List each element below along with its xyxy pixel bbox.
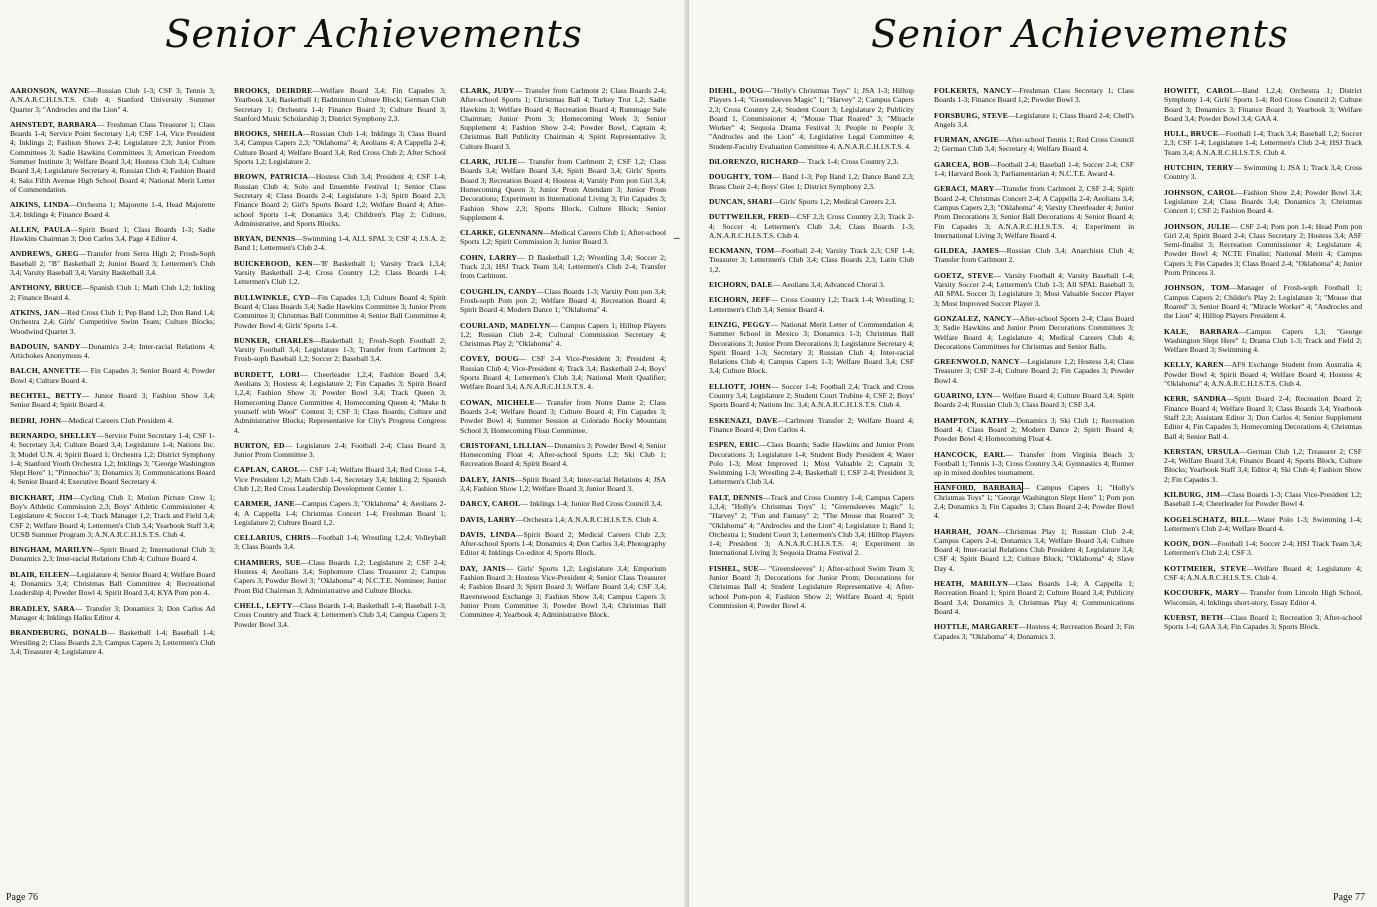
achievement-list: —Football 1-4; Soccer 2-4; HSJ Track Team 3,4; Lettermen's Club 2,4; CSF 3.: [1164, 539, 1362, 558]
student-name: CELLARIUS, CHRIS: [234, 533, 311, 543]
student-name: KOTTMEIER, STEVE: [1164, 563, 1247, 573]
achievement-entry: [10, 200, 215, 219]
achievement-list: —Russian Club 1-4; Inklings 3; Class Board 3,4; Campus Capers 2,3; "Oklahoma" 4; Aeolians 4; A Cappella 2-4; Culture Board 4; Welfare Board 3,4; Red Cross Club 2; After School Sports 1,2; Legislature 2.: [234, 129, 446, 167]
achievement-entry: [934, 314, 1134, 351]
student-name: COHN, LARRY: [460, 252, 518, 262]
achievement-entry: [10, 391, 215, 410]
achievement-entry: [934, 450, 1134, 478]
student-name: ANTHONY, BRUCE: [10, 283, 83, 293]
achievement-list: — Welfare Board 4; Culture Board 3,4; Spirit Boards 2-4; Russian Club 3; Class Board 3; CSF 3,4.: [934, 391, 1134, 410]
page-title: Senior Achievements: [165, 12, 583, 56]
student-name: BURTON, ED: [234, 440, 285, 450]
achievement-list: —Class Boards 1-3; Class Vice-President 1,2; Baseball 1-4; Cheerleader for Powder Bowl 4.: [1164, 489, 1362, 509]
achievement-entry: [10, 283, 215, 302]
student-name: CARMER, JANE: [234, 499, 295, 509]
student-name: KOCOURFK, MARY: [1164, 588, 1240, 598]
achievement-entry: [934, 160, 1134, 179]
achievement-entry: [234, 86, 446, 123]
column-1: [709, 86, 914, 891]
student-name: GUARINO, LYN: [934, 391, 993, 401]
achievement-entry: [934, 527, 1134, 573]
achievement-list: — Legislature 2-4; Football 2-4; Class Board 3; Junior Prom Committee 3.: [234, 440, 446, 460]
achievement-entry: [709, 280, 914, 289]
student-name: JOHNSON, TOM: [1164, 283, 1230, 293]
student-name: HEATH, MARILYN: [934, 579, 1009, 589]
student-name: BALCH, ANNETTE: [10, 366, 81, 376]
achievement-list: — National Merit Letter of Commendation 4; Summer School in Mexico 3; Donamics 1-3; Christmas Ball Decorations 3; Junior Prom Decorations 3; Legislature Secretary 4; Spirit Board 1-3; Secretary 3; Russian Club 4; Inter-racial Relations Club 4; Campus Capers 1-3; Welfare Board 3,4; CSF 3,4; Culture Block.: [709, 319, 914, 376]
achievement-list: —Fashion Show 2,4; Powder Bowl 3,4; Legislature 2,4; Class Boards 3,4; Donamics 3; Christmas Concert 1; CSF 2; Fashion Board 4.: [1164, 187, 1362, 216]
achievement-list: —Football 2-4; Baseball 1-4; Soccer 2-4; CSF 1-4; Harvard Book 3; Parliamentarian 4; N.C.T.E. Award 4.: [934, 159, 1134, 179]
achievement-entry: [709, 86, 914, 151]
achievement-list: —Hostess Club 3,4; President 4; CSF 1-4; Russian Club 4; Solo and Ensemble Festival 1; Senior Class Secretary 4; Class Boards 2-4; Legislature 1-3; Spirit Board 2,3; Finance Board 2; Girl's Sports Board 1,2; Welfare Board 4; After-school Sports 1-4; Donamics 3,4; Children's Play 2; Culture, Administrative, and Sports Blocks.: [234, 172, 446, 228]
student-name: FALT, DENNIS: [709, 492, 763, 502]
achievement-list: —Manager of Frosh-soph Football 1; Campus Capers 2; Childer's Play 2; Legislature 3; "Mouse that Roared" 3; Senior Board 4; "Miracle Worker" 4; "Androcles and the Lion" 4; Hilltop Players President 4.: [1164, 283, 1362, 321]
achievement-entry: [460, 475, 666, 494]
achievement-list: —Hostess 4; Recreation Board 3; Fin Capades 3; "Oklahoma" 4; Donamics 3.: [934, 622, 1134, 641]
student-name: AIKINS, LINDA: [10, 200, 70, 210]
student-name: ANDREWS, GREG: [10, 249, 79, 259]
achievement-list: — Swimming 1; JSA 1; Track 3,4; Cross Country 3.: [1164, 163, 1362, 182]
achievement-entry: [1164, 564, 1362, 583]
achievement-list: — Aeolians 3,4; Advanced Choral 3.: [772, 280, 885, 290]
achievement-list: —Campus Capers 3; "Oklahoma" 4; Aeolians 2-4; A Cappella 1-4; Christmas Concert 1-4; Freshman Board 1; Legislature 2; Culture Board 1,2.: [234, 499, 446, 527]
student-name: AHNSTEDT, BARBARA: [10, 119, 97, 129]
achievement-list: — CSF 1-4; Welfare Board 3,4; Red Cross 1-4, Vice President 1,2; Math Club 1-4, Secretary 3,4; Inkling 2; Spanish Club 1,2; Red Cross Leadership Development Center 1.: [234, 465, 446, 493]
achievement-list: — Varsity Football 4; Varsity Baseball 1-4; Varsity Soccer 2-4; Lettermen's Club 1-3; All SPAL Baseball 3; All SPAL Soccer 3; Legislature 3; Most Valuable Soccer Player 3; Most Improved Soccer Player 3.: [934, 270, 1134, 308]
student-name: ELLIOTT, JOHN: [709, 381, 772, 391]
student-name: COURLAND, MADELYN: [460, 320, 551, 330]
achievement-list: —Orchestra 1; Majorette 1-4, Head Majorette 3,4; Inklings 4; Finance Board 4.: [10, 200, 215, 219]
achievement-list: —After-school Sports 2-4; Class Board 3; Sadie Hawkins and Junior Prom Decorations Committees 3; Welfare Board 4; Legislature 4; Medical Careers Club 4; Decorations Committees for Christmas and Senior Balls.: [934, 313, 1134, 351]
column-2: [934, 86, 1134, 891]
student-name: KERSTAN, URSULA: [1164, 446, 1240, 456]
achievement-entry: [460, 157, 666, 222]
student-name: BRYAN, DENNIS: [234, 234, 296, 244]
student-name: GARCEA, BOB: [934, 159, 990, 169]
student-name: KERR, SANDRA: [1164, 394, 1227, 404]
student-name: CHAMBERS, SUE: [234, 557, 301, 567]
achievement-entry: [934, 483, 1134, 520]
achievement-entry: [460, 499, 666, 508]
achievement-list: —Christmas Play 1; Russian Club 2-4; Campus Capers 2-4; Donamics 3,4; Welfare Board 3,4; Culture Board 4; Inter-racial Relations Club President 4; Legislature 3,4; CSF 4; Spirit Board 1,2; Culture Block; "Oklahoma" 4; Slave Day 4.: [934, 526, 1134, 573]
achievement-list: —After-school Tennis 1; Red Cross Council 2; German Club 3,4; Secretary 4; Welfare Board 4.: [934, 135, 1134, 154]
achievement-list: —Russian Club 3,4; Anarchists Club 4; Transfer from Carlmont 2.: [934, 246, 1134, 265]
student-name: ALLEN, PAULA: [10, 224, 71, 234]
achievement-entry: [10, 308, 215, 336]
achievement-entry: [234, 601, 446, 629]
achievement-entry: [1164, 490, 1362, 509]
achievement-list: —Spirit Board 2; Medical Careers Club 2,3; After-school Sports 1-4; Donamics 4; Don Carlos 3,4; Photography Editor 4; Inklings Co-editor 4; Sports Block.: [460, 529, 666, 558]
achievement-list: — CSF 2-4; Pom pon 1-4; Head Pom pon Girl 2,4; Spirit Board 2-4; Class Secretary 2; Hostess 3,4; ASF Semi-finalist 3; Recreation Commissioner 4; Legislature 4; Powder Bowl 4; NCTE Finalist; National Merit 4; Campus Capers 3; Fin Capades 3; Class Board 2-4; "Oklahoma" 4; Junior Prom Princess 3.: [1164, 221, 1362, 278]
achievement-entry: [10, 86, 215, 114]
achievement-list: —Class Boards; Sadie Hawkins and Junior Prom Decorations 3; Legislature 1-4; Student Body President 4; Water Polo 1-3; Most Improved 1; Most Valuable 2; Captain 3; Swimming 1-3; Wrestling 2-4; Basketball 1; CSF 2-4; President 3; Lettermen's Club 3,4.: [709, 440, 914, 487]
achievement-list: —Legislature 1,2; Hostess 3,4; Class Treasurer 3; CSF 2-4; Culture Board 2; Fin Capades 3; Powder Bowl 4.: [934, 357, 1134, 385]
achievement-entry: [1164, 129, 1362, 157]
achievement-entry: [234, 336, 446, 364]
achievement-list: —"Holly's Christmas Toys" 1; JSA 1-3; Hilltop Players 1-4; "Greensleeves Magic" 1; "Harvey" 2; Campus Capers 2,3; Cross Country 2,4; Student Court 3; Legislature 2; Publicity Board 1, Commissioner 4; "Mouse That Roared" 3; "Miracle Worker" 4; Sequoia Drama Festival 3; People to People 3; "Androcles and the Lion" 4; Legislative Legal Committee 4; Student-Faculty Evaluation Committee 4; A.N.A.R.C.H.I.S.T.S. 4.: [709, 86, 914, 151]
student-name: BERNARDO, SHELLEY: [10, 430, 97, 440]
achievement-list: — "Greensleeves" 1; After-school Swim Team 3; Junior Board 3; Decorations for Junior Prom; Decorations for Christmas Ball 4; Student Legislature Representative 4; After-school Pom-pon 4; Fashion Show 2; Welfare Board 4; Spirit Commission 4; Powder Bowl 4.: [709, 563, 914, 610]
achievement-entry: [10, 120, 215, 194]
achievement-entry: [460, 354, 666, 391]
student-name: BUNKER, CHARLES: [234, 335, 314, 345]
achievement-entry: [460, 86, 666, 151]
achievement-entry: [1164, 515, 1362, 534]
achievement-list: — Junior Board 3; Fashion Show 3,4; Senior Board 4; Spirit Board 4.: [10, 391, 215, 410]
achievement-entry: [1164, 86, 1362, 123]
student-name: CAPLAN, CAROL: [234, 465, 300, 475]
achievement-entry: [10, 249, 215, 277]
achievement-entry: [934, 271, 1134, 308]
achievement-entry: [460, 321, 666, 349]
student-name: CLARKE, GLENNANN: [460, 228, 544, 238]
achievement-entry: [460, 441, 666, 469]
achievement-entry: [234, 465, 446, 493]
achievement-entry: [1164, 163, 1362, 182]
achievement-entry: [709, 320, 914, 376]
achievement-list: —Spanish Club 1; Math Club 1,2; Inkling 2; Finance Board 4.: [10, 283, 215, 302]
achievement-entry: [460, 530, 666, 558]
student-name: HANCOCK, EARL: [934, 449, 1006, 459]
achievement-entry: [10, 628, 215, 656]
student-name: BROOKS, SHEILA: [234, 129, 303, 139]
achievement-entry: [234, 533, 446, 552]
student-name: EINZIG, PEGGY: [709, 319, 771, 329]
achievement-list: — D Basketball 1,2; Wrestling 3,4; Soccer 2; Track 2,3; HSJ Track Team 3,4; Lettermen's Club 2-4; Transfer from Carlmont.: [460, 252, 666, 281]
achievement-list: —AFS Exchange Student from Australia 4; Powder Bowl 4; Spirit Board 4; Welfare Board 4; Hostess 4; "Oklahoma" 4; A.N.A.R.C.H.I.S.T.S. Club 4.: [1164, 360, 1362, 389]
student-name: GOETZ, STEVE: [934, 270, 994, 280]
student-name: BADOUIN, SANDY: [10, 341, 81, 351]
achievement-list: —Class Boards 1-4; Basketball 1-4; Baseball 1-3; Cross Country and Track 4; Lettermen's Club 3,4; Campus Capers 3; Powder Bowl 3,4.: [234, 600, 446, 629]
right-page: [674, 0, 1377, 907]
achievement-entry: [934, 416, 1134, 444]
achievement-entry: [10, 225, 215, 244]
student-name: DUNCAN, SHARI: [709, 196, 773, 206]
student-name: GONZALEZ, NANCY: [934, 313, 1012, 323]
achievement-entry: [934, 391, 1134, 410]
column-3: [460, 86, 666, 891]
achievement-list: — Girls' Sports 1,2; Legislature 3,4; Emporium Fashion Board 3; Hostess Vice-President 4; Senior Class Treasurer 4; Fashion Board 3; Spirit Board 3; Welfare Board 3,4; CSF 3,4; Ravenswood Exchange 3; Fashion Show 3,4; Campus Capers 3; Junior Prom Committee 3; Powder Bowl 3,4; Christmas Ball Committee 4; Yearbook 4; Administrative Block.: [460, 563, 666, 620]
achievement-list: —Football 1-4; Wrestling 1,2,4; Volleyball 3; Class Boards 3,4.: [234, 533, 446, 552]
achievement-list: —CSF 2,3; Cross Country 2,3; Track 2-4; Soccer 4; Lettermen's Club 3,4; Class Boards 1-3; A.N.A.R.C.H.I.S.T.S. Club 4.: [709, 212, 914, 240]
achievement-list: — Transfer from Notre Dame 2; Class Boards 2-4; Welfare Board 3; Culture Board 4; Fin Capades 3; Powder Bowl 4; Summer Session at Colorado Rocky Mountain School 3; Homecoming Float Committee.: [460, 397, 666, 435]
student-name: EICHORN, JEFF: [709, 295, 771, 305]
student-name: COUGHLIN, CANDY: [460, 286, 537, 296]
achievement-entry: [460, 398, 666, 435]
student-name: AARONSON, WAYNE: [10, 86, 90, 95]
achievement-list: —Class Boards 1-4; A Cappella 1; Recreation Board 1; Spirit Board 2; Culture Board 3,4; Publicity Board 3,4; Donamics 3; Christmas Play 4; Communications Board 4.: [934, 579, 1134, 616]
student-name: KILBURG, JIM: [1164, 489, 1221, 499]
student-name: HANFORD, BARBARA: [934, 483, 1022, 493]
student-name: EICHORN, DALE: [709, 280, 773, 290]
achievement-entry: [460, 564, 666, 620]
achievement-list: —Welfare Board 3,4; Fin Capades 3; Yearbook 3,4; Basketball 1; Badminton Culture Block; German Club Secretary 1; Orchestra 1-4; Finance Board 3; Culture Board 3; Stanford Music Scholarship 3; District Symphony 2,3.: [234, 86, 446, 123]
achievement-entry: [460, 515, 666, 524]
student-name: GERACI, MARY: [934, 184, 995, 194]
student-name: KUERST, BETH: [1164, 612, 1223, 622]
achievement-list: —Welfare Board 4; Legislature 4; CSF 4; A.N.A.R.C.H.I.S.T.S. Club 4.: [1164, 563, 1362, 583]
student-name: BLAIR, EILEEN: [10, 569, 70, 579]
achievement-entry: [1164, 360, 1362, 388]
achievement-list: — CSF 2-4 Vice-President 3; President 4; Russian Club 4; Vice-President 4; Track 3,4; Basketball 2-4; Boys' Sports Board 4; Lettermen's Club 3,4; National Merit Qualifier; Welfare Board 3,4; A.N.A.R.C.H.I.S.T.S. 4.: [460, 354, 666, 392]
student-name: JOHNSON, CAROL: [1164, 187, 1236, 197]
student-name: BROOKS, DEIRDRE: [234, 86, 313, 95]
achievement-entry: [709, 295, 914, 314]
achievement-list: —Transfer from Serra High 2; Frosh-Soph Baseball 2; "B" Basketball 2; Junior Board 3; Lettermen's Club 3,4; Varsity Baseball 3,4; Varsity Basketball 3,4.: [10, 249, 215, 278]
achievement-list: —Freshman Class Secretary 1; Class Boards 1-3; Finance Board 1,2; Powder Bowl 3.: [934, 86, 1134, 105]
student-name: HARRAH, JOAN: [934, 526, 999, 536]
achievement-list: —Spirit Board 1; Class Boards 1-3; Sadie Hawkins Chairman 3; Don Carlos 3,4, Page 4 Editor 4.: [10, 224, 215, 244]
achievement-entry: [709, 157, 914, 166]
achievement-list: — Inklings 1-4; Junior Red Cross Council 3,4.: [520, 499, 663, 509]
student-name: HAMPTON, KATHY: [934, 415, 1009, 425]
student-name: DARCY, CAROL: [460, 499, 521, 509]
achievement-list: —Russian Club 1-3; CSF 3; Tennis 3; A.N.A.R.C.H.I.S.T.S. Club 4; Stanford University Summer Quarter 3; "Androcles and the Lion" 4.: [10, 86, 215, 114]
achievement-entry: [934, 135, 1134, 154]
achievement-list: — Freshman Class Treasurer 1; Class Boards 1-4; Service Point Secretary 1,4; CSF 1-4, Vice President 4; Inklings 2; Fashion Shows 2-4; Legislature 2,3; Junior Prom Committees 3; Sadie Hawkins Committees 3; American Freedom Summer Institute 3; Welfare Board 3,4; Hostess Club 3,4; Culture Board 3,4; Legislature Secretary 4; Russian Club 4; Fashion Board 4; Saks Fifth Avenue High School Board 4; National Merit Letter of Commendation.: [10, 119, 215, 194]
student-name: BRANDEBURG, DONALD: [10, 628, 107, 638]
student-name: DAVIS, LARRY: [460, 514, 516, 524]
student-name: HOWITT, CAROL: [1164, 86, 1235, 95]
achievement-list: —Swimming 1-4, ALL SPAL 3; CSF 4; J.S.A. 2; Band 1; Lettermen's Club 2-4.: [234, 234, 446, 253]
achievement-entry: [709, 382, 914, 410]
achievement-list: —Basketball 1; Frosh-Soph Football 2; Varsity Football 3,4; Legislature 1-3; Transfer from Carlmont 2; Frosh-soph Baseball 1,2; Soccer 2; Baseball 3,4.: [234, 335, 446, 364]
achievement-list: —Carlmont Transfer 2; Welfare Board 4; Finance Board 4; Don Carlos 4.: [709, 415, 914, 434]
achievement-entry: [934, 184, 1134, 240]
achievement-entry: [460, 228, 666, 247]
achievement-list: —German Club 1,2; Treasurer 2; CSF 2-4; Welfare Board 3,4; Finance Board 4; Sports Block, Culture Blocks; Yearbook Staff 3,4; Editor 4; Ski Club 4; Fashion Show 2; Fin Capades 3.: [1164, 446, 1362, 484]
student-name: DUTTWEILER, FRED: [709, 212, 790, 222]
achievement-entry: [934, 86, 1134, 105]
student-name: BECHTEL, BETTY: [10, 391, 82, 401]
achievement-entry: [709, 416, 914, 435]
student-name: HUTCHIN, TERRY: [1164, 163, 1234, 173]
student-name: BRADLEY, SARA: [10, 603, 75, 613]
student-name: KALE, BARBARA: [1164, 326, 1239, 336]
achievement-entry: [709, 246, 914, 274]
student-name: CLARK, JUDY: [460, 86, 515, 95]
achievement-entry: [1164, 613, 1362, 632]
achievement-list: — Cheerleader 1,2,4; Fashion Board 3,4; Aeolians 3; Hostess 4; Legislature 2; Fin Capades 3; Spirit Board 1,2,4; Fashion Show 3; Powder Bowl 3,4; Track Queen 3; Homecoming Dance Committee 4; Homecoming Queen 4; "Make It yourself with Wool" Contest 3; CSF 3; Class Boards; Culture and Administrative Blocks; Representative for City's Progress Congress 4.: [234, 369, 446, 435]
achievement-list: — Transfer 3; Donamics 3; Don Carlos Ad Manager 4; Inklings Haiku Editor 4.: [10, 603, 215, 622]
student-name: GILDEA, JAMES: [934, 246, 1000, 256]
student-name: ESKENAZI, DAVE: [709, 415, 778, 425]
achievement-entry: [934, 111, 1134, 130]
column-1: [10, 86, 215, 891]
achievement-entry: [1164, 539, 1362, 558]
achievement-list: —Donamics 3; Ski Club 1; Recreation Board 4; Class Board 2; Modern Dance 2; Spirit Board 4; Powder Bowl 4; Homecoming Float 4.: [934, 415, 1134, 444]
student-name: ECKMANN, TOM: [709, 246, 775, 256]
achievement-list: — Transfer from Carlmont 2; CSF 1,2; Class Boards 3,4; Welfare Board 3,4; Spirit Board 3,4; Girls' Sports Board 3; Recreation Board 4; Hostess 4; Varsity Pom pon Girl 3,4; Homecoming Queen 3; Junior Prom Attendant 3; Junior Prom Decorations; Experiment in International Living 3; Fin Capades 3; Fashion Show 2,3; Sports Block, Culture Block; Senior Supplement 4.: [460, 157, 666, 222]
achievement-entry: [234, 293, 446, 330]
pencil-mark-icon: –: [674, 232, 680, 244]
achievement-list: —Orchestra 1,4; A.N.A.R.C.H.I.S.T.S. Club 4.: [515, 514, 659, 524]
achievement-list: — Cross Country 1,2; Track 1-4; Wrestling 1; Lettermen's Club 3,4; Senior Board 4.: [709, 295, 914, 314]
achievement-list: —Spirit Board 2-4; Recreation Board 2; Finance Board 4; Welfare Board 3; Class Boards 3,4; Yearbook Staff 2,3; Assistant Editor 3; Don Carlos 4; Senior Supplement Editor 4; Fin Capades 3; Homecoming Decorations 4; Christmas Ball 4; Senior Ball 4.: [1164, 394, 1362, 441]
achievement-entry: [234, 234, 446, 253]
student-name: CHELL, LEFTY: [234, 600, 293, 610]
achievement-entry: [1164, 327, 1362, 355]
achievement-entry: [10, 342, 215, 361]
achievement-entry: [1164, 394, 1362, 440]
achievement-list: —'B' Basketball 1; Varsity Track 1,3,4; Varsity Basketball 2-4; Cross Country 1,2; Class Boards 1-4; Lettermen's Club 1,2.: [234, 258, 446, 287]
student-name: CRISTOFANI, LILLIAN: [460, 440, 547, 450]
page-title: Senior Achievements: [871, 12, 1289, 56]
achievement-entry: [709, 564, 914, 610]
student-name: DOUGHTY, TOM: [709, 172, 773, 182]
achievement-entry: [709, 197, 914, 206]
achievement-entry: [234, 499, 446, 527]
achievement-list: — Basketball 1-4; Baseball 1-4; Wrestling 2; Class Boards 2,3; Campus Capers 3; Lettermen's Club 3,4; Treasurer 4; Legislature 4.: [10, 628, 215, 656]
achievement-list: —Medical Careers Club 1; After-school Sports 1,2; Spirit Commission 3; Junior Board 3.: [460, 228, 666, 247]
achievement-list: —Campus Capers 1,3; "George Washington Slept Here" 1; Drama Club 1-3; Track and Field 2; Welfare Board 3; Swimming 4.: [1164, 326, 1362, 355]
achievement-list: —Medical Careers Club President 4.: [61, 415, 174, 425]
page-number: Page 76: [6, 892, 38, 903]
achievement-list: — Transfer from Carlmont 2; Class Boards 2-4; After-school Sports 1; Christmas Ball 4; Turkey Trot 1,2; Sadie Hawkins 3; Welfare Board 4; Recreation Board 4; Rummage Sale Chairman; Junior Prom 3; Homecoming Week 3; Senior Supplement 4; Fashion Show 2-4; Powder Bowl, Captain 4; Christmas Ball Publicity Chairman 4; Spirit Representative 3; Culture Board 3.: [460, 86, 666, 151]
student-name: KELLY, KAREN: [1164, 360, 1224, 370]
student-name: DIEHL, DOUG: [709, 86, 764, 95]
achievement-list: —Class Board 1; Recreation 3; After-school Sports 1-4; GAA 3,4; Fin Capades 3; Sports Block.: [1164, 612, 1362, 632]
achievement-list: —Band 1,2,4; Orchestra 1; District Symphony 1-4; Girls' Sports 1-4; Red Cross Council 2; Culture Board 3; Donamics 3; Finance Board 3; Yearbook 3; Welfare Board 3,4; Powder Bowl 3,4; GAA 4.: [1164, 86, 1362, 123]
achievement-entry: [1164, 447, 1362, 484]
achievement-list: — Fin Capades 3; Senior Board 4; Powder Bowl 4; Culture Board 4.: [10, 366, 215, 385]
achievement-list: —Spirit Board 3,4; Inter-racial Relations 4; JSA 3,4; Fashion Show 1,2; Welfare Board 3; Junior Board 3.: [460, 474, 666, 493]
achievement-entry: [234, 441, 446, 460]
achievement-entry: [234, 259, 446, 287]
achievement-entry: [10, 493, 215, 539]
achievement-entry: [10, 604, 215, 623]
student-name: GREENWOLD, NANCY: [934, 357, 1020, 367]
page-number: Page 77: [1333, 892, 1365, 903]
student-name: KOGELSCHATZ, BILL: [1164, 514, 1250, 524]
student-name: DAVIS, LINDA: [460, 529, 516, 539]
achievement-entry: [10, 416, 215, 425]
student-name: BUICKEROOD, KEN: [234, 258, 313, 268]
achievement-list: — Soccer 1-4; Football 2,4; Track and Cross Country 3,4; Legislature 2; Student Court Trubine 4; CSF 2; Boys' Sports Board 4; Nations Inc. 3,4; A.N.A.R.C.H.I.S.T.S. Club 4.: [709, 381, 914, 410]
student-name: ATKINS, JAN: [10, 307, 60, 317]
achievement-entry: [10, 545, 215, 564]
achievement-entry: [1164, 588, 1362, 607]
achievement-entry: [934, 357, 1134, 385]
student-name: DAY, JANIS: [460, 563, 506, 573]
achievement-entry: [234, 558, 446, 595]
achievement-list: —Transfer from Carlmont 2, CSF 2-4; Spirit Board 2-4; Christmas Concert 2-4; A Cappella 2-4; Aeolians 3,4; Campus Capers 2,3; "Oklahoma" 4; Varsity Cheerleader 4; Junior Prom Decorations 3; Senior Ball Decorations 4; Senior Board 4; Fin Capades 3; A.N.A.R.C.H.I.S.T.S. 4; Experiment in International Living 3; Welfare Board 4.: [934, 184, 1134, 240]
student-name: FISHEL, SUE: [709, 563, 759, 573]
achievement-entry: [1164, 222, 1362, 278]
achievement-list: —Fin Capades 1,3; Culture Board 4; Spirit Board 4; Class Boards 3,4; Sadie Hawkins Committee 3; Junior Prom Committee 3; Christmas Ball Committee 4; Senior Ball Committee 4; Powder Bowl 4; Girls' Sports 1-4.: [234, 292, 446, 330]
achievement-list: —Track and Cross Country 1-4; Campus Capers 1,3,4; "Holly's Christmas Toys" 1; "Greensleeves Magic" 1; "Harvey" 2; "Fun and Fantasy" 2; "The Mouse that Roared" 3; "Oklahoma" 4; "Androcles and the Lion" 4; Legislature 1; Band 1; Orchestra 1; Student Court 3; Lettermen's Club 3,4; Hilltop Players 1-4; President 3; A.N.A.R.C.H.I.S.T.S. 4; Experiment in International Living 3; Sequoia Drama Festival 2.: [709, 492, 914, 558]
student-name: COWAN, MICHELE: [460, 397, 535, 407]
achievement-list: —Cycling Club 1; Motion Picture Crew 1; Boy's Athletic Commission 2,3; Boys' Athletic Commissioner 4; Legislature 4; Soccer 1-4; Track Manager 1,2; Track and Field 3,4; CSF 2; Welfare Board 4; Lettermen's Club 3,4; Yearbook Staff 3,4; UCSB Summer Program 3; A.N.A.R.C.H.I.S.T.S. Club 4.: [10, 492, 215, 539]
achievement-entry: [460, 287, 666, 315]
achievement-entry: [234, 129, 446, 166]
left-page: [0, 0, 688, 907]
achievement-entry: [934, 246, 1134, 265]
student-name: DiLORENZO, RICHARD: [709, 157, 799, 167]
student-name: FURMAN, ANGIE: [934, 135, 999, 145]
achievement-entry: [10, 570, 215, 598]
achievement-entry: [709, 172, 914, 191]
achievement-entry: [709, 212, 914, 240]
student-name: CLARK, JULIE: [460, 157, 518, 167]
achievement-entry: [10, 431, 215, 487]
student-name: ESPEN, ERIC: [709, 440, 760, 450]
achievement-list: — Campus Capers 1; Hilltop Players 1,2; Russian Club 2-4; Cultural Commission Secretary 4; Christmas Play 2; "Oklahoma" 4.: [460, 320, 666, 349]
achievement-list: —Football 1-4; Track 3,4; Baseball 1,2; Soccer 2,3; CSF 1-4; Legislature 1-4; Lettermen's Club 2-4; HSJ Track Team 3,4; A.N.A.R.C.H.I.S.T.S. Club 4.: [1164, 129, 1362, 157]
student-name: DALEY, JANIS: [460, 474, 515, 484]
student-name: BICKHART, JIM: [10, 492, 73, 502]
achievement-entry: [1164, 188, 1362, 216]
column-3: [1164, 86, 1362, 891]
student-name: BULLWINKLE, CYD: [234, 292, 311, 302]
achievement-list: — Band 1-3; Pep Band 1,2; Dance Band 2,3; Brass Choir 2-4; Boys' Glee 1; District Symphony 2,3.: [709, 172, 914, 191]
achievement-entry: [709, 440, 914, 486]
achievement-list: — Transfer from Lincoln High School, Wisconsin, 4; Inklings short-story, Essay Editor 4.: [1164, 588, 1362, 607]
achievement-list: —Class Boards 1,2; Legislature 2; CSF 2-4; Hostess 4; Aeolians 3,4; Sophomore Class Treasurer 2; Campus Capers 3; Powder Bowl 3; "Oklahoma" 4; N.C.T.E. Nominee; Junior Prom Bid Chairman 3; Administrative and Culture Blocks.: [234, 557, 446, 595]
student-name: JOHNSON, JULIE: [1164, 221, 1231, 231]
achievement-entry: [934, 579, 1134, 616]
achievement-entry: [234, 172, 446, 228]
achievement-entry: [1164, 283, 1362, 320]
student-name: BURDETT, LORI: [234, 369, 301, 379]
achievement-entry: [934, 622, 1134, 641]
achievement-list: —Football 2-4; Varsity Track 2,3; CSF 1-4; Treasurer 3; Lettermen's Club 3,4; Class Boards 2,3; Latin Club 1,2.: [709, 246, 914, 274]
student-name: KOON, DON: [1164, 539, 1211, 549]
achievement-entry: [10, 366, 215, 385]
student-name: HULL, BRUCE: [1164, 129, 1219, 139]
achievement-list: —Red Cross Club 1; Pep Band 1,2; Don Band 1,4; Orchestra 2,4; Girls' Competitive Swim Team; Culture Blocks; Woodwind Quartet 3.: [10, 307, 215, 336]
achievement-list: —Donamics 3; Powder Bowl 4; Senior Homecoming Float 4; After-school Sports 1,2; Ski Club 1; Recreation Board 4; Spirit Board 4.: [460, 440, 666, 469]
column-2: [234, 86, 446, 891]
student-name: BROWN, PATRICIA: [234, 172, 309, 182]
student-name: BEDRI, JOHN: [10, 415, 62, 425]
student-name: FORSBURG, STEVE: [934, 110, 1009, 120]
achievement-entry: [460, 253, 666, 281]
achievement-list: —Girls' Sports 1,2; Medical Careers 2,3.: [772, 196, 897, 206]
achievement-list: —Donamics 2-4; Inter-racial Relations 4; Artichokes Anonymous 4.: [10, 341, 215, 361]
achievement-entry: [234, 370, 446, 435]
achievement-list: —Spirit Board 2; International Club 3; Donamics 2,3; Inter-racial Relations Club 4; Culture Board 4.: [10, 545, 215, 564]
achievement-list: — Track 1-4; Cross Country 2,3.: [798, 157, 899, 167]
achievement-list: —Service Point Secretary 1-4; CSF 1-4; Secretary 3,4; Culture Board 3,4; Legislature 1-4; Nations Inc. 3; Model U.N. 4; Spirit Board 1; Orchestra 1,2; District Symphony 1-4; Stanford Youth Orchestra 1,2; Inklings 3; "George Washington Slept Here" 1; "Pinnochio" 3; Donamics 3; Communications Board 4; Senior Board 4; Executive Board Secretary 4.: [10, 430, 215, 487]
achievement-list: — Transfer from Virginia Beach 3; Football 1; Tennis 1-3; Cross Country 3,4; Gymnastics 4; Runner up in mixed doubles tournament.: [934, 449, 1134, 478]
student-name: COVEY, DOUG: [460, 354, 519, 364]
achievement-list: —Legislature 4; Senior Board 4; Welfare Board 4; Donamics 3,4; Christmas Ball Committee 4; Recreational Leadership 4; Powder Bowl 4; Spirit Board 3,4; KYA Pom pon 4.: [10, 569, 215, 598]
achievement-entry: [709, 493, 914, 558]
achievement-list: —Class Boards 1-3; Varsity Pom pon 3,4; Frosh-soph Pom pon 2; Welfare Board 4; Recreation Board 4; Spirit Board 4; Modern Dance 1; "Oklahoma" 4.: [460, 286, 666, 315]
student-name: HOTTLE, MARGARET: [934, 622, 1019, 632]
student-name: FOLKERTS, NANCY: [934, 86, 1012, 95]
achievement-list: —Legislature 1; Class Board 2-4; Chell's Angels 3,4.: [934, 110, 1134, 129]
student-name: BINGHAM, MARILYN: [10, 545, 93, 555]
achievement-list: — Campus Capers 1; "Holly's Christmas Toys" 1; "George Washington Slept Here" 1; Pom pon 2,4; Donamics 3; Fin Capades 3; Class Board 2-4; Powder Bowl 4.: [934, 483, 1134, 521]
achievement-list: —Water Polo 1-3; Swimming 1-4; Lettermen's Club 2-4; Welfare Board 4.: [1164, 514, 1362, 533]
